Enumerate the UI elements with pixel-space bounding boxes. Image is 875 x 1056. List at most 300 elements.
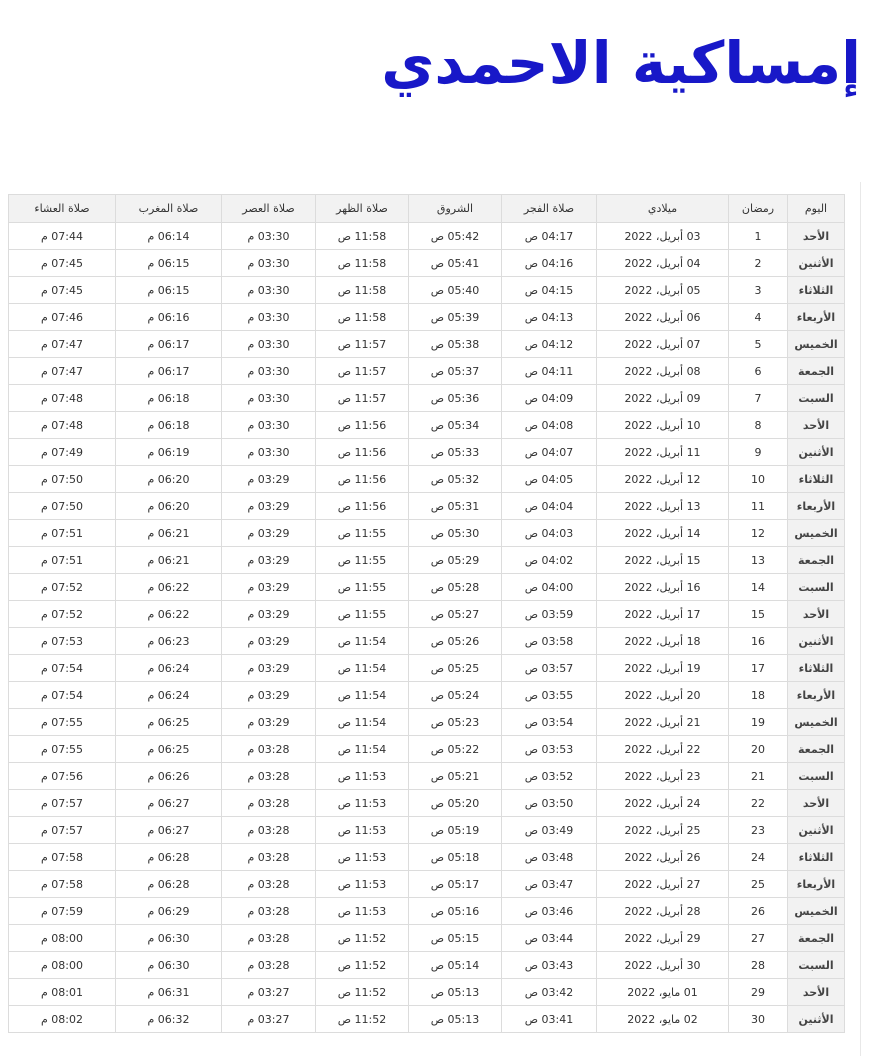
- isha-time-cell: 08:01 م: [9, 979, 116, 1006]
- maghrib-time-cell: 06:20 م: [116, 493, 222, 520]
- dhuhr-time-cell: 11:52 ص: [316, 979, 409, 1006]
- dhuhr-time-cell: 11:55 ص: [316, 574, 409, 601]
- ramadan-day-cell: 27: [729, 925, 788, 952]
- header-fajr: صلاة الفجر: [502, 195, 597, 223]
- dhuhr-time-cell: 11:55 ص: [316, 520, 409, 547]
- maghrib-time-cell: 06:14 م: [116, 223, 222, 250]
- maghrib-time-cell: 06:25 م: [116, 709, 222, 736]
- fajr-time-cell: 04:11 ص: [502, 358, 597, 385]
- maghrib-time-cell: 06:28 م: [116, 844, 222, 871]
- ramadan-day-cell: 29: [729, 979, 788, 1006]
- table-row: [9, 844, 845, 871]
- day-cell: الأحد: [788, 790, 845, 817]
- dhuhr-time-cell: 11:58 ص: [316, 304, 409, 331]
- ramadan-day-cell: 13: [729, 547, 788, 574]
- sunrise-time-cell: 05:40 ص: [409, 277, 502, 304]
- sunrise-time-cell: 05:38 ص: [409, 331, 502, 358]
- maghrib-time-cell: 06:28 م: [116, 871, 222, 898]
- gregorian-date-cell: 30 أبريل، 2022: [597, 952, 729, 979]
- gregorian-date-cell: 20 أبريل، 2022: [597, 682, 729, 709]
- dhuhr-time-cell: 11:53 ص: [316, 790, 409, 817]
- isha-time-cell: 07:54 م: [9, 655, 116, 682]
- fajr-time-cell: 04:03 ص: [502, 520, 597, 547]
- isha-time-cell: 07:46 م: [9, 304, 116, 331]
- maghrib-time-cell: 06:24 م: [116, 655, 222, 682]
- asr-time-cell: 03:28 م: [222, 871, 316, 898]
- ramadan-day-cell: 2: [729, 250, 788, 277]
- table-row: [9, 736, 845, 763]
- dhuhr-time-cell: 11:57 ص: [316, 358, 409, 385]
- maghrib-time-cell: 06:30 م: [116, 952, 222, 979]
- day-cell: الخميس: [788, 520, 845, 547]
- day-cell: الأثنين: [788, 250, 845, 277]
- fajr-time-cell: 04:16 ص: [502, 250, 597, 277]
- dhuhr-time-cell: 11:58 ص: [316, 277, 409, 304]
- asr-time-cell: 03:28 م: [222, 736, 316, 763]
- asr-time-cell: 03:28 م: [222, 790, 316, 817]
- sunrise-time-cell: 05:42 ص: [409, 223, 502, 250]
- asr-time-cell: 03:30 م: [222, 385, 316, 412]
- asr-time-cell: 03:30 م: [222, 250, 316, 277]
- header-asr: صلاة العصر: [222, 195, 316, 223]
- gregorian-date-cell: 07 أبريل، 2022: [597, 331, 729, 358]
- gregorian-date-cell: 19 أبريل، 2022: [597, 655, 729, 682]
- table-row: [9, 493, 845, 520]
- gregorian-date-cell: 21 أبريل، 2022: [597, 709, 729, 736]
- isha-time-cell: 07:44 م: [9, 223, 116, 250]
- header-gregorian: ميلادي: [597, 195, 729, 223]
- day-cell: الأربعاء: [788, 493, 845, 520]
- gregorian-date-cell: 15 أبريل، 2022: [597, 547, 729, 574]
- asr-time-cell: 03:30 م: [222, 277, 316, 304]
- day-cell: السبت: [788, 952, 845, 979]
- table-row: [9, 817, 845, 844]
- maghrib-time-cell: 06:19 م: [116, 439, 222, 466]
- table-row: [9, 547, 845, 574]
- table-row: [9, 898, 845, 925]
- table-header: [9, 195, 845, 223]
- isha-time-cell: 07:56 م: [9, 763, 116, 790]
- day-cell: الأحد: [788, 979, 845, 1006]
- isha-time-cell: 07:49 م: [9, 439, 116, 466]
- dhuhr-time-cell: 11:53 ص: [316, 817, 409, 844]
- asr-time-cell: 03:30 م: [222, 358, 316, 385]
- fajr-time-cell: 04:02 ص: [502, 547, 597, 574]
- maghrib-time-cell: 06:23 م: [116, 628, 222, 655]
- asr-time-cell: 03:30 م: [222, 304, 316, 331]
- fajr-time-cell: 03:43 ص: [502, 952, 597, 979]
- day-cell: الأربعاء: [788, 871, 845, 898]
- day-cell: الأحد: [788, 412, 845, 439]
- ramadan-day-cell: 26: [729, 898, 788, 925]
- fajr-time-cell: 03:48 ص: [502, 844, 597, 871]
- dhuhr-time-cell: 11:58 ص: [316, 223, 409, 250]
- gregorian-date-cell: 24 أبريل، 2022: [597, 790, 729, 817]
- gregorian-date-cell: 22 أبريل، 2022: [597, 736, 729, 763]
- dhuhr-time-cell: 11:53 ص: [316, 898, 409, 925]
- dhuhr-time-cell: 11:55 ص: [316, 601, 409, 628]
- table-row: [9, 952, 845, 979]
- table-row: [9, 979, 845, 1006]
- gregorian-date-cell: 18 أبريل، 2022: [597, 628, 729, 655]
- gregorian-date-cell: 11 أبريل، 2022: [597, 439, 729, 466]
- sunrise-time-cell: 05:34 ص: [409, 412, 502, 439]
- fajr-time-cell: 04:13 ص: [502, 304, 597, 331]
- ramadan-day-cell: 22: [729, 790, 788, 817]
- maghrib-time-cell: 06:27 م: [116, 817, 222, 844]
- isha-time-cell: 07:59 م: [9, 898, 116, 925]
- ramadan-day-cell: 6: [729, 358, 788, 385]
- fajr-time-cell: 04:12 ص: [502, 331, 597, 358]
- fajr-time-cell: 03:49 ص: [502, 817, 597, 844]
- fajr-time-cell: 03:46 ص: [502, 898, 597, 925]
- fajr-time-cell: 03:52 ص: [502, 763, 597, 790]
- ramadan-day-cell: 14: [729, 574, 788, 601]
- fajr-time-cell: 04:17 ص: [502, 223, 597, 250]
- sunrise-time-cell: 05:41 ص: [409, 250, 502, 277]
- sunrise-time-cell: 05:15 ص: [409, 925, 502, 952]
- fajr-time-cell: 04:09 ص: [502, 385, 597, 412]
- ramadan-day-cell: 5: [729, 331, 788, 358]
- gregorian-date-cell: 02 مايو، 2022: [597, 1006, 729, 1033]
- asr-time-cell: 03:29 م: [222, 466, 316, 493]
- day-cell: الجمعة: [788, 547, 845, 574]
- isha-time-cell: 07:45 م: [9, 277, 116, 304]
- ramadan-day-cell: 7: [729, 385, 788, 412]
- maghrib-time-cell: 06:17 م: [116, 358, 222, 385]
- day-cell: الأثنين: [788, 439, 845, 466]
- gregorian-date-cell: 09 أبريل، 2022: [597, 385, 729, 412]
- maghrib-time-cell: 06:18 م: [116, 385, 222, 412]
- sunrise-time-cell: 05:39 ص: [409, 304, 502, 331]
- asr-time-cell: 03:29 م: [222, 520, 316, 547]
- table-row: [9, 250, 845, 277]
- table-row: [9, 871, 845, 898]
- fajr-time-cell: 03:44 ص: [502, 925, 597, 952]
- table-row: [9, 682, 845, 709]
- dhuhr-time-cell: 11:54 ص: [316, 736, 409, 763]
- asr-time-cell: 03:29 م: [222, 628, 316, 655]
- isha-time-cell: 07:51 م: [9, 520, 116, 547]
- gregorian-date-cell: 05 أبريل، 2022: [597, 277, 729, 304]
- ramadan-day-cell: 12: [729, 520, 788, 547]
- gregorian-date-cell: 29 أبريل، 2022: [597, 925, 729, 952]
- day-cell: الأربعاء: [788, 682, 845, 709]
- asr-time-cell: 03:28 م: [222, 763, 316, 790]
- sunrise-time-cell: 05:23 ص: [409, 709, 502, 736]
- gregorian-date-cell: 17 أبريل، 2022: [597, 601, 729, 628]
- sunrise-time-cell: 05:32 ص: [409, 466, 502, 493]
- dhuhr-time-cell: 11:53 ص: [316, 844, 409, 871]
- sunrise-time-cell: 05:20 ص: [409, 790, 502, 817]
- table-row: [9, 790, 845, 817]
- table-row: [9, 925, 845, 952]
- maghrib-time-cell: 06:15 م: [116, 250, 222, 277]
- day-cell: الثلاثاء: [788, 466, 845, 493]
- table-row: [9, 709, 845, 736]
- maghrib-time-cell: 06:18 م: [116, 412, 222, 439]
- fajr-time-cell: 04:08 ص: [502, 412, 597, 439]
- table-body: [9, 223, 845, 1033]
- dhuhr-time-cell: 11:57 ص: [316, 331, 409, 358]
- sunrise-time-cell: 05:30 ص: [409, 520, 502, 547]
- day-cell: الخميس: [788, 331, 845, 358]
- fajr-time-cell: 03:47 ص: [502, 871, 597, 898]
- day-cell: الخميس: [788, 709, 845, 736]
- day-cell: الأثنين: [788, 817, 845, 844]
- dhuhr-time-cell: 11:54 ص: [316, 709, 409, 736]
- header-day: اليوم: [788, 195, 845, 223]
- day-cell: الجمعة: [788, 736, 845, 763]
- gregorian-date-cell: 28 أبريل، 2022: [597, 898, 729, 925]
- sunrise-time-cell: 05:27 ص: [409, 601, 502, 628]
- day-cell: السبت: [788, 763, 845, 790]
- gregorian-date-cell: 01 مايو، 2022: [597, 979, 729, 1006]
- sunrise-time-cell: 05:14 ص: [409, 952, 502, 979]
- fajr-time-cell: 03:41 ص: [502, 1006, 597, 1033]
- gregorian-date-cell: 26 أبريل، 2022: [597, 844, 729, 871]
- dhuhr-time-cell: 11:52 ص: [316, 1006, 409, 1033]
- header-ramadan: رمضان: [729, 195, 788, 223]
- header-sunrise: الشروق: [409, 195, 502, 223]
- fajr-time-cell: 03:59 ص: [502, 601, 597, 628]
- table-container: [8, 194, 844, 1033]
- maghrib-time-cell: 06:20 م: [116, 466, 222, 493]
- header-maghrib: صلاة المغرب: [116, 195, 222, 223]
- day-cell: الثلاثاء: [788, 655, 845, 682]
- maghrib-time-cell: 06:25 م: [116, 736, 222, 763]
- dhuhr-time-cell: 11:54 ص: [316, 682, 409, 709]
- table-row: [9, 763, 845, 790]
- ramadan-day-cell: 24: [729, 844, 788, 871]
- table-row: [9, 385, 845, 412]
- ramadan-day-cell: 9: [729, 439, 788, 466]
- gregorian-date-cell: 16 أبريل، 2022: [597, 574, 729, 601]
- dhuhr-time-cell: 11:55 ص: [316, 547, 409, 574]
- maghrib-time-cell: 06:16 م: [116, 304, 222, 331]
- dhuhr-time-cell: 11:52 ص: [316, 925, 409, 952]
- sunrise-time-cell: 05:17 ص: [409, 871, 502, 898]
- fajr-time-cell: 03:54 ص: [502, 709, 597, 736]
- table-row: [9, 655, 845, 682]
- gregorian-date-cell: 03 أبريل، 2022: [597, 223, 729, 250]
- sunrise-time-cell: 05:36 ص: [409, 385, 502, 412]
- ramadan-day-cell: 25: [729, 871, 788, 898]
- sunrise-time-cell: 05:26 ص: [409, 628, 502, 655]
- table-row: [9, 331, 845, 358]
- maghrib-time-cell: 06:30 م: [116, 925, 222, 952]
- asr-time-cell: 03:28 م: [222, 898, 316, 925]
- maghrib-time-cell: 06:17 م: [116, 331, 222, 358]
- isha-time-cell: 07:58 م: [9, 844, 116, 871]
- isha-time-cell: 07:52 م: [9, 601, 116, 628]
- fajr-time-cell: 04:15 ص: [502, 277, 597, 304]
- table-row: [9, 520, 845, 547]
- day-cell: الخميس: [788, 898, 845, 925]
- asr-time-cell: 03:29 م: [222, 655, 316, 682]
- maghrib-time-cell: 06:21 م: [116, 547, 222, 574]
- isha-time-cell: 07:58 م: [9, 871, 116, 898]
- ramadan-day-cell: 18: [729, 682, 788, 709]
- maghrib-time-cell: 06:29 م: [116, 898, 222, 925]
- fajr-time-cell: 03:57 ص: [502, 655, 597, 682]
- dhuhr-time-cell: 11:52 ص: [316, 952, 409, 979]
- ramadan-day-cell: 19: [729, 709, 788, 736]
- ramadan-day-cell: 3: [729, 277, 788, 304]
- sunrise-time-cell: 05:21 ص: [409, 763, 502, 790]
- ramadan-day-cell: 10: [729, 466, 788, 493]
- day-cell: الثلاثاء: [788, 277, 845, 304]
- day-cell: الأثنين: [788, 628, 845, 655]
- table-row: [9, 223, 845, 250]
- isha-time-cell: 07:50 م: [9, 466, 116, 493]
- dhuhr-time-cell: 11:57 ص: [316, 385, 409, 412]
- day-cell: الأربعاء: [788, 304, 845, 331]
- gregorian-date-cell: 23 أبريل، 2022: [597, 763, 729, 790]
- sunrise-time-cell: 05:31 ص: [409, 493, 502, 520]
- fajr-time-cell: 04:05 ص: [502, 466, 597, 493]
- ramadan-day-cell: 23: [729, 817, 788, 844]
- day-cell: الأحد: [788, 601, 845, 628]
- dhuhr-time-cell: 11:53 ص: [316, 871, 409, 898]
- dhuhr-time-cell: 11:58 ص: [316, 250, 409, 277]
- dhuhr-time-cell: 11:54 ص: [316, 655, 409, 682]
- asr-time-cell: 03:30 م: [222, 412, 316, 439]
- sunrise-time-cell: 05:29 ص: [409, 547, 502, 574]
- day-cell: الأثنين: [788, 1006, 845, 1033]
- ramadan-day-cell: 21: [729, 763, 788, 790]
- table-row: [9, 466, 845, 493]
- asr-time-cell: 03:29 م: [222, 601, 316, 628]
- isha-time-cell: 08:00 م: [9, 925, 116, 952]
- dhuhr-time-cell: 11:56 ص: [316, 412, 409, 439]
- sunrise-time-cell: 05:28 ص: [409, 574, 502, 601]
- maghrib-time-cell: 06:26 م: [116, 763, 222, 790]
- isha-time-cell: 07:57 م: [9, 790, 116, 817]
- header-row: [9, 195, 845, 223]
- day-cell: الجمعة: [788, 925, 845, 952]
- isha-time-cell: 07:53 م: [9, 628, 116, 655]
- isha-time-cell: 07:55 م: [9, 736, 116, 763]
- ramadan-day-cell: 17: [729, 655, 788, 682]
- ramadan-day-cell: 4: [729, 304, 788, 331]
- scrollbar-track[interactable]: [860, 182, 861, 1056]
- asr-time-cell: 03:29 م: [222, 709, 316, 736]
- sunrise-time-cell: 05:25 ص: [409, 655, 502, 682]
- maghrib-time-cell: 06:21 م: [116, 520, 222, 547]
- maghrib-time-cell: 06:32 م: [116, 1006, 222, 1033]
- asr-time-cell: 03:29 م: [222, 493, 316, 520]
- maghrib-time-cell: 06:31 م: [116, 979, 222, 1006]
- sunrise-time-cell: 05:37 ص: [409, 358, 502, 385]
- dhuhr-time-cell: 11:54 ص: [316, 628, 409, 655]
- header-dhuhr: صلاة الظهر: [316, 195, 409, 223]
- gregorian-date-cell: 25 أبريل، 2022: [597, 817, 729, 844]
- isha-time-cell: 07:45 م: [9, 250, 116, 277]
- gregorian-date-cell: 12 أبريل، 2022: [597, 466, 729, 493]
- fajr-time-cell: 03:42 ص: [502, 979, 597, 1006]
- isha-time-cell: 07:48 م: [9, 385, 116, 412]
- table-row: [9, 1006, 845, 1033]
- table-row: [9, 601, 845, 628]
- dhuhr-time-cell: 11:53 ص: [316, 763, 409, 790]
- dhuhr-time-cell: 11:56 ص: [316, 466, 409, 493]
- table-row: [9, 439, 845, 466]
- table-row: [9, 628, 845, 655]
- fajr-time-cell: 04:00 ص: [502, 574, 597, 601]
- fajr-time-cell: 03:55 ص: [502, 682, 597, 709]
- isha-time-cell: 07:47 م: [9, 331, 116, 358]
- gregorian-date-cell: 14 أبريل، 2022: [597, 520, 729, 547]
- asr-time-cell: 03:30 م: [222, 331, 316, 358]
- maghrib-time-cell: 06:22 م: [116, 574, 222, 601]
- asr-time-cell: 03:28 م: [222, 925, 316, 952]
- fajr-time-cell: 03:53 ص: [502, 736, 597, 763]
- sunrise-time-cell: 05:13 ص: [409, 1006, 502, 1033]
- isha-time-cell: 08:00 م: [9, 952, 116, 979]
- fajr-time-cell: 03:58 ص: [502, 628, 597, 655]
- isha-time-cell: 07:47 م: [9, 358, 116, 385]
- isha-time-cell: 07:50 م: [9, 493, 116, 520]
- gregorian-date-cell: 13 أبريل، 2022: [597, 493, 729, 520]
- sunrise-time-cell: 05:19 ص: [409, 817, 502, 844]
- asr-time-cell: 03:28 م: [222, 817, 316, 844]
- sunrise-time-cell: 05:22 ص: [409, 736, 502, 763]
- maghrib-time-cell: 06:27 م: [116, 790, 222, 817]
- maghrib-time-cell: 06:22 م: [116, 601, 222, 628]
- isha-time-cell: 07:57 م: [9, 817, 116, 844]
- gregorian-date-cell: 08 أبريل، 2022: [597, 358, 729, 385]
- table-row: [9, 358, 845, 385]
- asr-time-cell: 03:28 م: [222, 952, 316, 979]
- asr-time-cell: 03:27 م: [222, 979, 316, 1006]
- dhuhr-time-cell: 11:56 ص: [316, 493, 409, 520]
- isha-time-cell: 07:54 م: [9, 682, 116, 709]
- ramadan-day-cell: 1: [729, 223, 788, 250]
- isha-time-cell: 07:51 م: [9, 547, 116, 574]
- fajr-time-cell: 04:04 ص: [502, 493, 597, 520]
- day-cell: الأحد: [788, 223, 845, 250]
- table-row: [9, 304, 845, 331]
- ramadan-day-cell: 11: [729, 493, 788, 520]
- maghrib-time-cell: 06:24 م: [116, 682, 222, 709]
- gregorian-date-cell: 10 أبريل، 2022: [597, 412, 729, 439]
- sunrise-time-cell: 05:33 ص: [409, 439, 502, 466]
- day-cell: الجمعة: [788, 358, 845, 385]
- table-row: [9, 574, 845, 601]
- isha-time-cell: 07:52 م: [9, 574, 116, 601]
- sunrise-time-cell: 05:16 ص: [409, 898, 502, 925]
- ramadan-day-cell: 28: [729, 952, 788, 979]
- maghrib-time-cell: 06:15 م: [116, 277, 222, 304]
- fajr-time-cell: 03:50 ص: [502, 790, 597, 817]
- asr-time-cell: 03:28 م: [222, 844, 316, 871]
- asr-time-cell: 03:30 م: [222, 223, 316, 250]
- isha-time-cell: 07:48 م: [9, 412, 116, 439]
- asr-time-cell: 03:29 م: [222, 682, 316, 709]
- day-cell: السبت: [788, 385, 845, 412]
- isha-time-cell: 07:55 م: [9, 709, 116, 736]
- page-title: إمساكية الاحمدي: [381, 29, 861, 97]
- sunrise-time-cell: 05:13 ص: [409, 979, 502, 1006]
- ramadan-day-cell: 30: [729, 1006, 788, 1033]
- table-row: [9, 412, 845, 439]
- asr-time-cell: 03:30 م: [222, 439, 316, 466]
- header-isha: صلاة العشاء: [9, 195, 116, 223]
- dhuhr-time-cell: 11:56 ص: [316, 439, 409, 466]
- ramadan-day-cell: 8: [729, 412, 788, 439]
- day-cell: الثلاثاء: [788, 844, 845, 871]
